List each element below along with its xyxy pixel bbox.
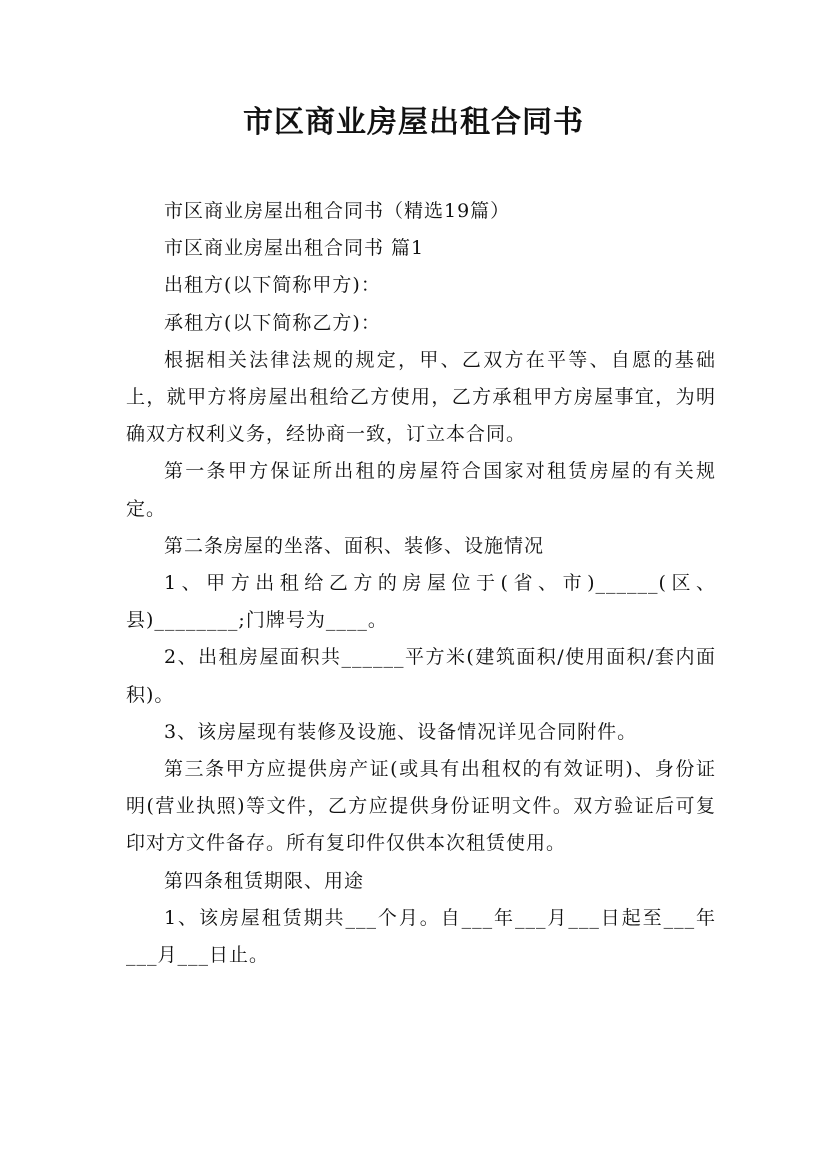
- paragraph-article-4: 第四条租赁期限、用途: [164, 869, 365, 892]
- paragraph-article-2-item-3: 3、该房屋现有装修及设施、设备情况详见合同附件。: [164, 720, 638, 743]
- paragraph-subtitle: 市区商业房屋出租合同书（精选19篇）: [164, 200, 511, 222]
- paragraph-article-2-item-1: 1、甲方出租给乙方的房屋位于(省、市)______(区、县)________;门牌号为____。: [126, 572, 716, 632]
- paragraph-lessor: 出租方(以下简称甲方)：: [164, 274, 381, 297]
- paragraph-article-2: 第二条房屋的坐落、面积、装修、设施情况: [164, 534, 545, 557]
- paragraph-section-heading: 市区商业房屋出租合同书 篇1: [164, 237, 425, 260]
- document-title: 市区商业房屋出租合同书: [243, 105, 584, 140]
- document-body: [126, 193, 716, 974]
- paragraph-article-1: 第一条甲方保证所出租的房屋符合国家对租赁房屋的有关规定。: [126, 460, 716, 520]
- paragraph-article-2-item-2: 2、出租房屋面积共______平方米(建筑面积/使用面积/套内面积)。: [126, 646, 716, 706]
- paragraph-lessee: 承租方(以下简称乙方)：: [164, 311, 381, 334]
- paragraph-preamble: 根据相关法律法规的规定，甲、乙双方在平等、自愿的基础上，就甲方将房屋出租给乙方使用，乙方承租甲方房屋事宜，为明确双方权利义务，经协商一致，订立本合同。: [126, 348, 716, 446]
- paragraph-article-3: 第三条甲方应提供房产证(或具有出租权的有效证明)、身份证明(营业执照)等文件，乙方应提供身份证明文件。双方验证后可复印对方文件备存。所有复印件仅供本次租赁使用。: [126, 758, 716, 855]
- paragraph-article-4-item-1: 1、该房屋租赁期共___个月。自___年___月___日起至___年___月___日止。: [126, 906, 716, 967]
